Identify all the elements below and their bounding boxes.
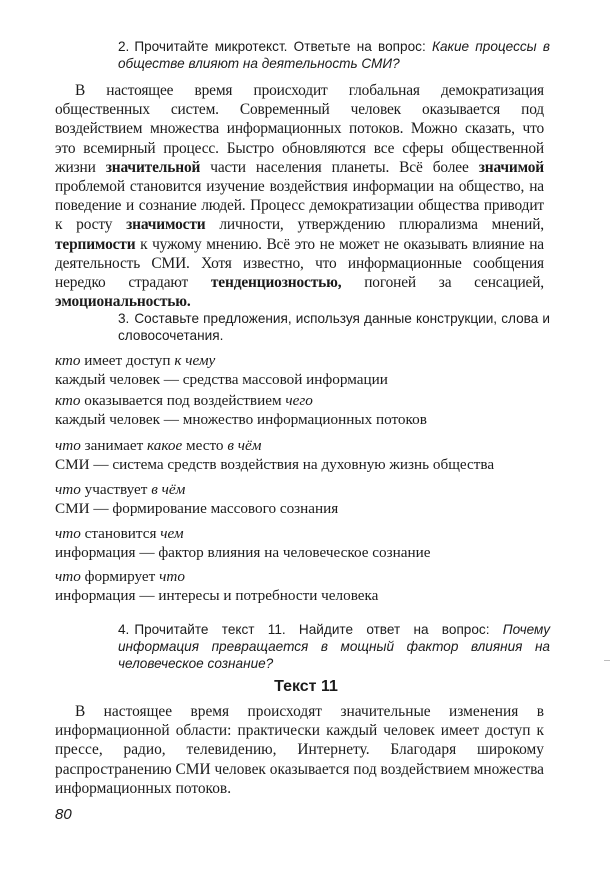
- text-heading: Текст 11: [274, 678, 338, 695]
- pattern-verb: участвует: [80, 481, 152, 498]
- microtext-paragraph: [55, 81, 544, 311]
- pattern-slot: что: [55, 525, 81, 542]
- pattern-verb: формирует: [80, 568, 160, 585]
- bold-term: значимости: [126, 216, 206, 234]
- bold-term: значительной: [105, 158, 201, 176]
- text-11-paragraph: В настоящее время происходят значительные изменения в информационной области: практически каждый человек имеет доступ к прессе, радио, телевидению, Интернету. Благодаря широкому распространению СМИ человек оказывается под воздействием множества информационных потоков.: [55, 703, 544, 797]
- construction-item: [55, 567, 555, 605]
- pattern-slot: какое: [147, 437, 183, 454]
- construction-pattern: [55, 436, 555, 455]
- page-number: 80: [55, 806, 72, 823]
- text-run: проблемой становится изучение воздействия информации на общество, на поведение и сознание людей. Процесс демократизации общества приводит к росту: [55, 178, 544, 234]
- task-question: Почему информация превращается в мощный фактор влияния на человеческое сознание?: [118, 622, 550, 671]
- construction-pattern: [55, 524, 555, 543]
- task-instruction-text: Прочитайте текст 11. Найдите ответ на вопрос:: [134, 622, 490, 637]
- text-run: погоней за сенсацией,: [341, 274, 544, 292]
- pattern-slot: кто: [55, 352, 81, 369]
- text-run: личности, утверждению плюрализма мнений,: [205, 216, 544, 234]
- pattern-slot: что: [159, 568, 185, 585]
- construction-words: СМИ — формирование массового сознания: [55, 500, 339, 517]
- pattern-slot: что: [55, 437, 81, 454]
- task-number: 4.: [118, 622, 130, 637]
- task-3-instruction: [118, 310, 550, 344]
- task-number: 2.: [118, 39, 130, 54]
- construction-pattern: [55, 351, 555, 370]
- pattern-verb: занимает: [80, 437, 148, 454]
- task-number: 3.: [118, 311, 130, 326]
- task-4-instruction: [118, 621, 550, 672]
- task-instruction-text: Прочитайте микротекст. Ответьте на вопрос:: [134, 39, 426, 54]
- pattern-slot: в чём: [227, 437, 262, 454]
- construction-item: [55, 524, 555, 562]
- task-question: Какие процессы в обществе влияют на деятельность СМИ?: [118, 39, 551, 71]
- pattern-verb: имеет доступ: [80, 352, 175, 369]
- construction-item: [55, 391, 555, 429]
- task-2-instruction: [118, 38, 550, 72]
- text-run: к чужому мнению. Всё это не может не оказывать влияние на деятельность СМИ. Хотя известно, что информационные сообщения нередко страдают: [55, 235, 544, 292]
- pattern-slot: что: [55, 481, 81, 498]
- construction-pattern: [55, 480, 555, 499]
- pattern-verb: место: [182, 437, 228, 454]
- pattern-slot: чем: [160, 525, 184, 542]
- construction-words: СМИ — система средств воздействия на духовную жизнь общества: [55, 456, 495, 473]
- task-instruction-text: Составьте предложения, используя данные конструкции, слова и словосочетания.: [118, 311, 550, 343]
- bold-term: терпимости: [55, 235, 136, 253]
- construction-pattern: [55, 567, 555, 586]
- construction-words: каждый человек — множество информационных потоков: [55, 411, 427, 428]
- bold-term: тенденциозностью,: [210, 274, 342, 292]
- scan-edge-mark: [604, 660, 610, 661]
- text-run: части населения планеты. Всё более: [200, 158, 479, 176]
- bold-term: значимой: [478, 158, 545, 176]
- pattern-slot: чего: [285, 392, 313, 409]
- text-run: В настоящее время происходит глобальная демократизация общественных систем. Современный человек оказывается под воздействием множества информационных потоков. Можно сказать, что это всемирный процесс. Быстро обновляются все сферы общественной жизни: [55, 82, 544, 176]
- pattern-slot: что: [55, 568, 81, 585]
- pattern-slot: кто: [55, 392, 81, 409]
- pattern-verb: становится: [80, 525, 161, 542]
- bold-term: эмоциональностью.: [55, 293, 191, 311]
- construction-pattern: [55, 391, 555, 410]
- construction-words: информация — фактор влияния на человеческое сознание: [55, 544, 431, 561]
- pattern-verb: оказывается под воздействием: [80, 392, 286, 409]
- construction-item: [55, 436, 555, 474]
- construction-words: каждый человек — средства массовой информации: [55, 371, 388, 388]
- construction-words: информация — интересы и потребности человека: [55, 587, 379, 604]
- pattern-slot: в чём: [151, 481, 186, 498]
- construction-item: [55, 480, 555, 518]
- construction-item: [55, 351, 555, 389]
- pattern-slot: к чему: [174, 352, 216, 369]
